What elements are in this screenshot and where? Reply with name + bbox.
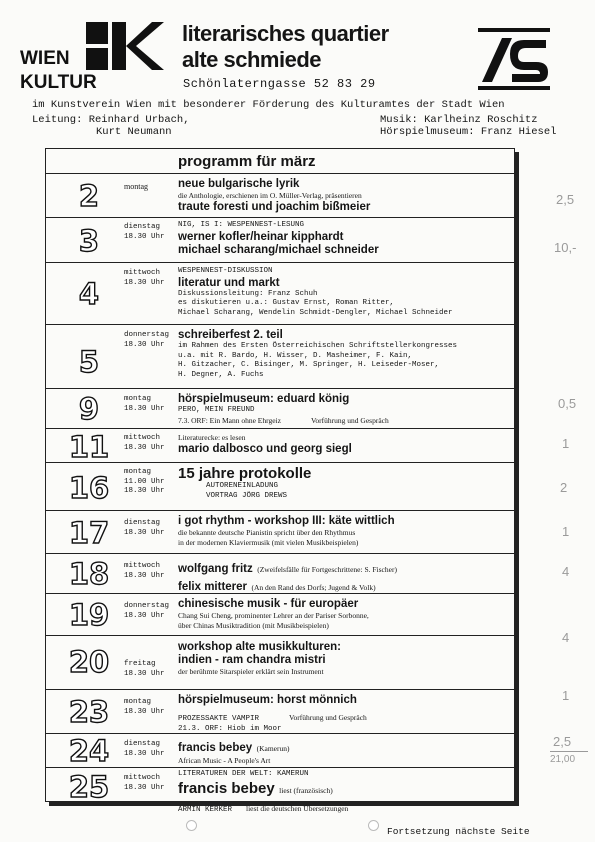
event-line: es diskutieren u.a.: Gustav Ernst, Roman Ritter, xyxy=(178,299,395,307)
event-date: 23 xyxy=(68,695,110,729)
event-details xyxy=(178,178,510,214)
handwritten-underline xyxy=(550,751,588,752)
leadership-line-1: Leitung: Reinhard Urbach, xyxy=(32,114,190,126)
program-row-4 xyxy=(46,262,514,325)
handwritten-note: 4 xyxy=(562,564,570,579)
event-title: i got rhythm - workshop III: käte wittlich xyxy=(178,515,395,527)
program-table xyxy=(45,148,515,814)
event-details xyxy=(178,641,510,677)
event-title: mario dalbosco und georg siegl xyxy=(178,442,352,455)
program-row-19 xyxy=(46,593,514,636)
event-day: montag xyxy=(124,182,148,191)
handwritten-note: 1 xyxy=(562,524,570,539)
program-row-23 xyxy=(46,689,514,734)
event-date: 24 xyxy=(68,734,110,768)
event-details xyxy=(178,515,510,547)
program-row-17 xyxy=(46,510,514,554)
program-row-11 xyxy=(46,428,514,463)
event-title-2: michael scharang/michael schneider xyxy=(178,243,379,256)
program-title: programm für märz xyxy=(178,153,316,170)
event-title: 15 jahre protokolle xyxy=(178,465,312,482)
event-details xyxy=(178,559,510,595)
punch-hole xyxy=(368,820,379,831)
event-date: 17 xyxy=(68,516,110,550)
event-date: 25 xyxy=(68,770,110,804)
event-line: PERO, MEIN FREUND xyxy=(178,406,255,414)
event-title-line: francis bebey (Kamerun) xyxy=(178,742,290,754)
handwritten-note: 10,- xyxy=(554,240,577,255)
event-details xyxy=(178,770,510,816)
handwritten-note: 2,5 xyxy=(553,734,572,749)
program-row-5 xyxy=(46,324,514,389)
event-performers: traute foresti und joachim bißmeier xyxy=(178,200,371,213)
event-line: H. Gitzacher, C. Bisinger, M. Springer, H. Leiseder-Moser, xyxy=(178,361,440,369)
event-date: 19 xyxy=(68,598,110,632)
event-line: 7.3. ORF: Ein Mann ohne Ehrgeiz Vorführung und Gespräch xyxy=(178,415,389,425)
wien-kultur-logo xyxy=(18,22,168,96)
event-day: montag 18.30 Uhr xyxy=(124,698,165,716)
event-day: donnerstag 18.30 Uhr xyxy=(124,602,170,620)
event-line: VORTRAG JÖRG DREWS xyxy=(206,491,288,500)
event-day: montag 11.00 Uhr 18.30 Uhr xyxy=(124,468,165,495)
event-title: hörspielmuseum: horst mönnich xyxy=(178,694,357,706)
event-details xyxy=(178,267,510,318)
event-date: 4 xyxy=(78,277,100,311)
event-day: dienstag 18.30 Uhr xyxy=(124,223,165,241)
handwritten-note: 0,5 xyxy=(558,396,577,411)
event-title: hörspielmuseum: eduard könig xyxy=(178,393,350,405)
event-line: Chang Sui Cheng, prominenter Lehrer an der Pariser Sorbonne, xyxy=(178,611,369,620)
event-title: literatur und markt xyxy=(178,276,280,289)
program-row-25 xyxy=(46,767,514,814)
event-day: mittwoch 18.30 Uhr xyxy=(124,774,165,792)
handwritten-note: 1 xyxy=(562,688,570,703)
event-title: chinesische musik - für europäer xyxy=(178,598,359,610)
event-title: neue bulgarische lyrik xyxy=(178,178,300,190)
event-title-line: francis bebey liest (französisch) xyxy=(178,779,333,797)
event-series: LITERATUREN DER WELT: KAMERUN xyxy=(178,770,309,778)
event-line: PROZESSAKTE VAMPIR Vorführung und Gespräch xyxy=(178,713,367,723)
event-date: 5 xyxy=(78,345,100,379)
event-line: u.a. mit R. Bardo, H. Wisser, D. Masheimer, F. Kain, xyxy=(178,351,413,360)
program-row-24 xyxy=(46,733,514,768)
event-line: der berühmte Sitarspieler erklärt sein Instrument xyxy=(178,667,324,676)
event-line: die bekannte deutsche Pianistin spricht über den Rhythmus xyxy=(178,528,356,537)
program-row-16 xyxy=(46,462,514,511)
handwritten-note: 2 xyxy=(560,480,568,495)
program-row-2 xyxy=(46,173,514,218)
event-details xyxy=(178,393,510,425)
event-title-line: wolfgang fritz (Zweifelsfälle für Fortgeschrittene: S. Fischer) xyxy=(178,563,397,575)
event-series: NIG, IS I: WESPENNEST-LESUNG xyxy=(178,221,305,229)
handwritten-note: 4 xyxy=(562,630,570,645)
event-details xyxy=(178,221,510,257)
logo-kultur-text: KULTUR xyxy=(20,72,97,93)
handwritten-note: 2,5 xyxy=(556,192,575,207)
punch-hole xyxy=(186,820,197,831)
program-row-20 xyxy=(46,635,514,690)
event-details xyxy=(178,433,510,456)
radio-play-credit-line: Hörspielmuseum: Franz Hiesel xyxy=(380,126,557,138)
handwritten-total: 21,00 xyxy=(550,754,576,765)
event-line: African Music - A People's Art xyxy=(178,756,271,765)
event-details xyxy=(178,598,510,630)
event-details xyxy=(178,465,510,501)
event-day: freitag 18.30 Uhr xyxy=(124,660,165,678)
event-title: workshop alte musikkulturen: xyxy=(178,641,341,653)
event-day: dienstag 18.30 Uhr xyxy=(124,519,165,537)
event-line: AUTORENEINLADUNG xyxy=(206,482,279,490)
address: Schönlaterngasse 52 83 29 xyxy=(183,77,376,91)
program-row-18 xyxy=(46,553,514,594)
event-date: 16 xyxy=(68,471,110,505)
event-day: mittwoch 18.30 Uhr xyxy=(124,562,165,580)
event-line: H. Degner, A. Fuchs xyxy=(178,370,264,379)
event-line: 21.3. ORF: Hiob im Moor xyxy=(178,725,282,733)
event-details xyxy=(178,694,510,735)
program-row-3 xyxy=(46,217,514,263)
logo-wien-text: WIEN xyxy=(20,48,70,69)
event-title: werner kofler/heinar kipphardt xyxy=(178,230,344,243)
event-line: Michael Scharang, Wendelin Schmidt-Dengler, Michael Schneider xyxy=(178,308,453,317)
title-line-2: alte schmiede xyxy=(182,47,322,72)
event-line: in der modernen Klaviermusik (mit vielen Musikbeispielen) xyxy=(178,537,359,547)
event-line: im Rahmen des Ersten Österreichischen Schriftstellerkongresses xyxy=(178,342,458,350)
event-title-2: indien - ram chandra mistri xyxy=(178,654,326,666)
event-date: 9 xyxy=(78,392,100,426)
handwritten-note: 1 xyxy=(562,436,570,451)
music-credit-line: Musik: Karlheinz Roschitz xyxy=(380,114,538,126)
leadership-line-2: Kurt Neumann xyxy=(96,126,172,138)
event-day: mittwoch 18.30 Uhr xyxy=(124,434,165,452)
event-line: Diskussionsleitung: Franz Schuh xyxy=(178,289,318,298)
event-date: 2 xyxy=(78,179,100,213)
continuation-note: Fortsetzung nächste Seite xyxy=(387,826,530,837)
event-day: montag 18.30 Uhr xyxy=(124,395,165,413)
event-line: ARMIN KERKER liest die deutschen Übersetzungen xyxy=(178,803,349,814)
alte-schmiede-logo xyxy=(478,26,550,92)
event-day: dienstag 18.30 Uhr xyxy=(124,740,165,758)
event-date: 20 xyxy=(68,645,110,679)
event-title-line: felix mitterer (An den Rand des Dorfs; Jugend & Volk) xyxy=(178,581,376,593)
event-date: 18 xyxy=(68,557,110,591)
event-day: mittwoch 18.30 Uhr xyxy=(124,269,165,287)
event-details xyxy=(178,329,510,380)
event-description: die Anthologie, erschienen im O. Müller-Verlag, präsentieren xyxy=(178,191,362,200)
event-date: 11 xyxy=(68,430,110,464)
logo-as-text: AS xyxy=(514,92,516,93)
organization-line: im Kunstverein Wien mit besonderer Förderung des Kulturamtes der Stadt Wien xyxy=(32,99,505,111)
program-row-9 xyxy=(46,388,514,429)
event-title: schreiberfest 2. teil xyxy=(178,329,283,341)
event-date: 3 xyxy=(78,224,100,258)
event-details xyxy=(178,738,510,766)
event-series: Literaturecke: es lesen xyxy=(178,433,246,442)
event-series: WESPENNEST-DISKUSSION xyxy=(178,267,273,275)
event-day: donnerstag 18.30 Uhr xyxy=(124,331,170,349)
title-line-1: literarisches quartier xyxy=(182,21,389,46)
event-line: über Chinas Musiktradition (mit Musikbeispielen) xyxy=(178,620,329,630)
